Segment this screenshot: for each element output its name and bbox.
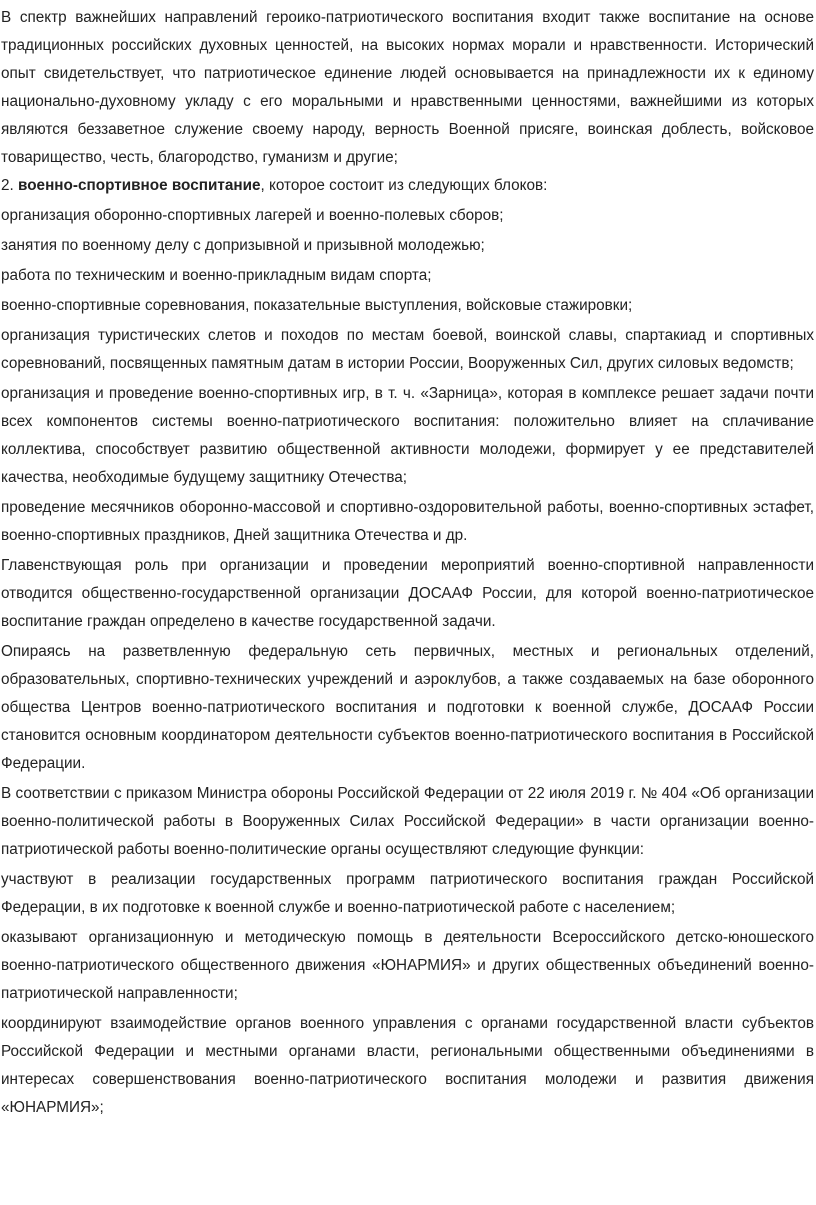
list-item: занятия по военному делу с допризывной и призывной молодежью; xyxy=(1,237,485,254)
heading-rest: , которое состоит из следующих блоков: xyxy=(260,177,548,194)
list-item: работа по техническим и военно-прикладным видам спорта; xyxy=(1,267,432,284)
list-item: оказывают организационную и методическую помощь в деятельности Всероссийского детско-юношеского военно-патриотического общественного движения «ЮНАРМИЯ» и других общественных объединений военно-патриотической направленности; xyxy=(1,929,814,1002)
list-item: участвуют в реализации государственных программ патриотического воспитания граждан Российской Федерации, в их подготовке к военной службе и военно-патриотической работе с населением; xyxy=(1,871,814,916)
paragraph-order-404: В соответствии с приказом Министра обороны Российской Федерации от 22 июля 2019 г. № 404 «Об организации военно-политической работы в Вооруженных Силах Российской Федерации» в части организации военно-патриотической работы военно-политические органы осуществляют следующие функции: xyxy=(1,785,814,858)
list-item: организация туристических слетов и походов по местам боевой, воинской славы, спартакиад и спортивных соревнований, посвященных памятным датам в истории России, Вооруженных Сил, других силовых ведомств; xyxy=(1,327,814,372)
list-item: организация и проведение военно-спортивных игр, в т. ч. «Зарница», которая в комплексе решает задачи почти всех компонентов системы военно-патриотического воспитания: положительно влияет на сплачивание коллектива, способствует развитию общественной активности молодежи, формирует у ее представителей качества, необходимые будущему защитнику Отечества; xyxy=(1,385,814,486)
list-item: координируют взаимодействие органов военного управления с органами государственной власти субъектов Российской Федерации и местными органами власти, региональными общественными объединениями в интересах совершенствования военно-патриотического воспитания молодежи и развития движения «ЮНАРМИЯ»; xyxy=(1,1015,814,1116)
list-number: 2. xyxy=(1,177,19,194)
list-item: проведение месячников оборонно-массовой и спортивно-оздоровительной работы, военно-спортивных эстафет, военно-спортивных праздников, Дней защитника Отечества и др. xyxy=(1,499,814,544)
bold-term: военно-спортивное воспитание xyxy=(18,177,261,194)
paragraph-dosaaf-role: Главенствующая роль при организации и проведении мероприятий военно-спортивной направленности отводится общественно-государственной организации ДОСААФ России, для которой военно-патриотическое воспитание граждан определено в качестве государственной задачи. xyxy=(1,557,814,630)
paragraph-dosaaf-network: Опираясь на разветвленную федеральную сеть первичных, местных и региональных отделений, образовательных, спортивно-технических учреждений и аэроклубов, а также создаваемых на базе оборонного общества Центров военно-патриотического воспитания и подготовки к военной службе, ДОСААФ России становится основным координатором деятельности субъектов военно-патриотического воспитания в Российской Федерации. xyxy=(1,643,814,772)
paragraph-heroic-patriotic: В спектр важнейших направлений героико-патриотического воспитания входит также воспитание на основе традиционных российских духовных ценностей, на высоких нормах морали и нравственности. Исторический опыт свидетельствует, что патриотическое единение людей основывается на принадлежности их к единому национально-духовному укладу с его моральными и нравственными ценностями, важнейшими из которых являются беззаветное служение своему народу, верность Военной присяге, воинская доблесть, войсковое товарищество, честь, благородство, гуманизм и другие; xyxy=(1,9,814,166)
paragraph-military-sports-heading xyxy=(1,172,814,200)
list-item: военно-спортивные соревнования, показательные выступления, войсковые стажировки; xyxy=(1,297,633,314)
list-item: организация оборонно-спортивных лагерей и военно-полевых сборов; xyxy=(1,207,504,224)
